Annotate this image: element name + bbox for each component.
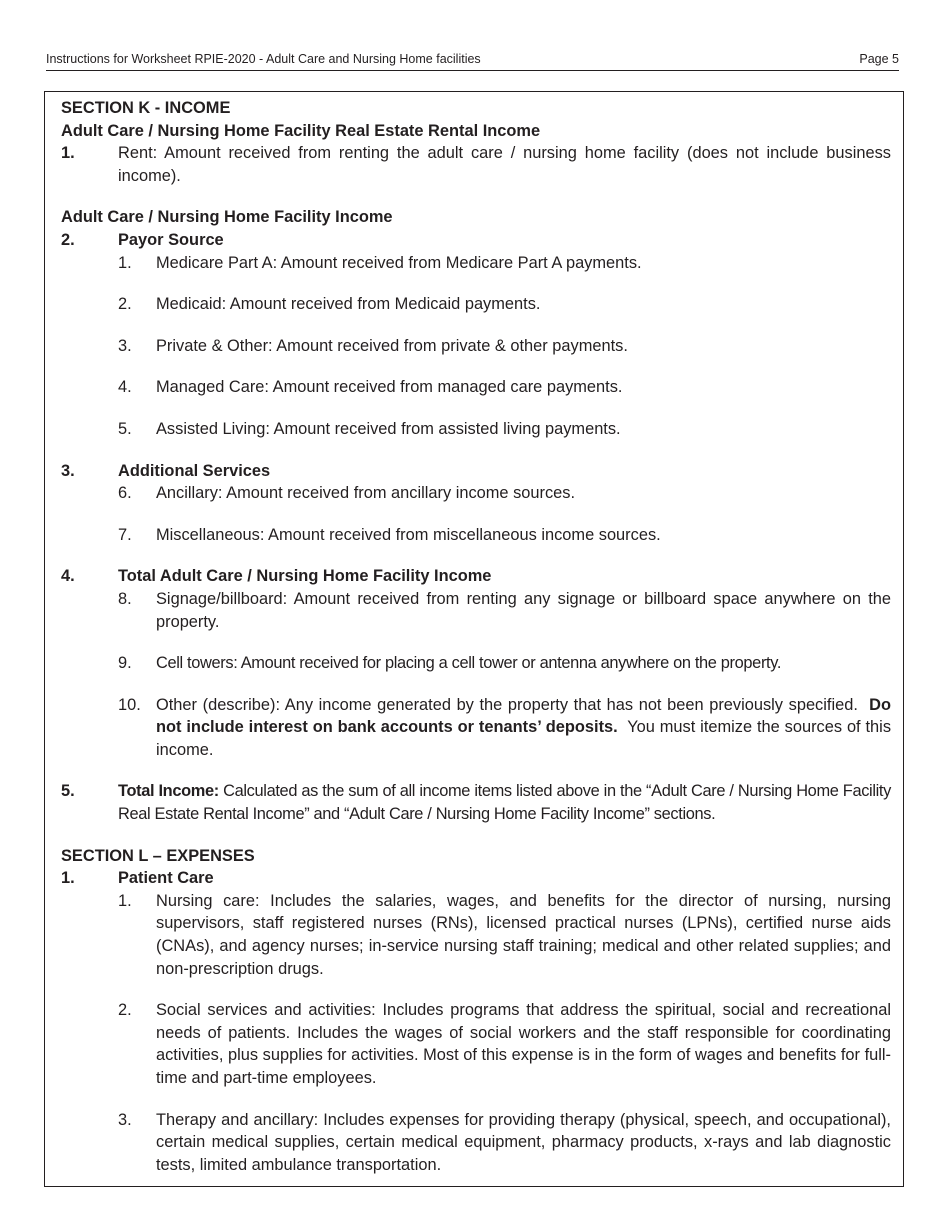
sub-number: 9. bbox=[118, 654, 132, 673]
item-title: Total Adult Care / Nursing Home Facility Income bbox=[118, 567, 492, 586]
sub-text: Social services and activities: Includes programs that address the spiritual, social and recreational needs of patients. Includes the wages of social workers and the staff responsible for coordinating activities, plus supplies for activities. Most of this expense is in the form of wages and benefits for full-time and part-time employees. bbox=[156, 1001, 891, 1087]
page-number: Page 5 bbox=[859, 52, 899, 66]
sub-number: 6. bbox=[118, 484, 132, 503]
sub-text: Cell towers: Amount received for placing a cell tower or antenna anywhere on the property. bbox=[156, 654, 782, 673]
sub-number: 2. bbox=[118, 1001, 132, 1020]
total-income-label: Total Income: bbox=[118, 782, 219, 801]
sub-number: 4. bbox=[118, 378, 132, 397]
item-title: Patient Care bbox=[118, 869, 214, 888]
item-number: 4. bbox=[61, 567, 75, 586]
rental-income-heading: Adult Care / Nursing Home Facility Real Estate Rental Income bbox=[61, 121, 541, 140]
item-text bbox=[118, 780, 891, 825]
list-item bbox=[118, 588, 891, 633]
item-number: 3. bbox=[61, 461, 75, 480]
sub-number: 5. bbox=[118, 419, 132, 438]
list-item bbox=[118, 524, 891, 547]
sub-number: 3. bbox=[118, 336, 132, 355]
item-number: 1. bbox=[61, 144, 75, 163]
sub-number: 3. bbox=[118, 1110, 132, 1129]
rent-item bbox=[61, 142, 891, 187]
list-item bbox=[118, 293, 891, 316]
sub-text: Therapy and ancillary: Includes expenses for providing therapy (physical, speech, and occupational), certain medical supplies, certain medical equipment, pharmacy products, x-rays and lab diagnostic tests, limited ambulance transportation. bbox=[156, 1110, 891, 1174]
facility-income-heading: Adult Care / Nursing Home Facility Income bbox=[61, 208, 393, 227]
other-text: Other (describe): Any income generated by the property that has not been previously specified. bbox=[156, 695, 858, 714]
list-item bbox=[118, 1109, 891, 1177]
list-item bbox=[118, 999, 891, 1089]
list-item bbox=[118, 418, 891, 441]
sub-text: Medicare Part A: Amount received from Medicare Part A payments. bbox=[156, 253, 642, 272]
item-number: 2. bbox=[61, 230, 75, 249]
list-item bbox=[118, 376, 891, 399]
total-income-item bbox=[61, 780, 891, 825]
list-item bbox=[118, 694, 891, 762]
sub-text: Assisted Living: Amount received from assisted living payments. bbox=[156, 419, 621, 438]
sub-text: Private & Other: Amount received from private & other payments. bbox=[156, 336, 628, 355]
sub-text bbox=[156, 694, 891, 762]
payor-source-heading bbox=[61, 229, 891, 252]
list-item bbox=[118, 890, 891, 980]
instructions-box bbox=[44, 91, 904, 1187]
sub-text: Medicaid: Amount received from Medicaid payments. bbox=[156, 295, 541, 314]
list-item bbox=[118, 252, 891, 275]
sub-number: 10. bbox=[118, 695, 141, 714]
item-title: Payor Source bbox=[118, 230, 224, 249]
total-facility-income-heading bbox=[61, 565, 891, 588]
sub-text: Nursing care: Includes the salaries, wages, and benefits for the director of nursing, nursing supervisors, staff registered nurses (RNs), licensed practical nurses (LPNs), certified nurse aids (CNAs), and agency nurses; in-service nursing staff training; medical and other related supplies; and non-prescription drugs. bbox=[156, 891, 891, 978]
sub-number: 7. bbox=[118, 525, 132, 544]
sub-number: 1. bbox=[118, 253, 132, 272]
page-header bbox=[46, 52, 899, 71]
other-text-end: You must itemize the sources of this income. bbox=[156, 718, 892, 759]
instructions-content bbox=[61, 97, 891, 1176]
patient-care-heading bbox=[61, 867, 891, 890]
list-item bbox=[118, 652, 891, 675]
sub-text: Signage/billboard: Amount received from renting any signage or billboard space anywhere on the property. bbox=[156, 589, 891, 631]
sub-text: Managed Care: Amount received from managed care payments. bbox=[156, 378, 623, 397]
section-l-title: SECTION L – EXPENSES bbox=[61, 846, 255, 865]
item-number: 1. bbox=[61, 869, 75, 888]
item-number: 5. bbox=[61, 782, 75, 801]
list-item bbox=[118, 335, 891, 358]
document-title: Instructions for Worksheet RPIE-2020 - Adult Care and Nursing Home facilities bbox=[46, 52, 481, 66]
list-item bbox=[118, 482, 891, 505]
section-k-title: SECTION K - INCOME bbox=[61, 99, 231, 117]
item-title: Additional Services bbox=[118, 461, 271, 480]
sub-number: 8. bbox=[118, 589, 132, 608]
other-warning: Do not include interest on bank accounts or tenants’ deposits. bbox=[156, 695, 891, 737]
sub-text: Miscellaneous: Amount received from miscellaneous income sources. bbox=[156, 525, 661, 544]
sub-number: 1. bbox=[118, 891, 132, 910]
total-income-text: Calculated as the sum of all income items listed above in the “Adult Care / Nursing Home Facility Real Estate Rental Income” and “Adult Care / Nursing Home Facility Income” sections. bbox=[118, 782, 891, 824]
item-text: Rent: Amount received from renting the adult care / nursing home facility (does not include business income). bbox=[118, 144, 891, 185]
sub-text: Ancillary: Amount received from ancillary income sources. bbox=[156, 484, 576, 503]
sub-number: 2. bbox=[118, 295, 132, 314]
additional-services-heading bbox=[61, 460, 891, 483]
